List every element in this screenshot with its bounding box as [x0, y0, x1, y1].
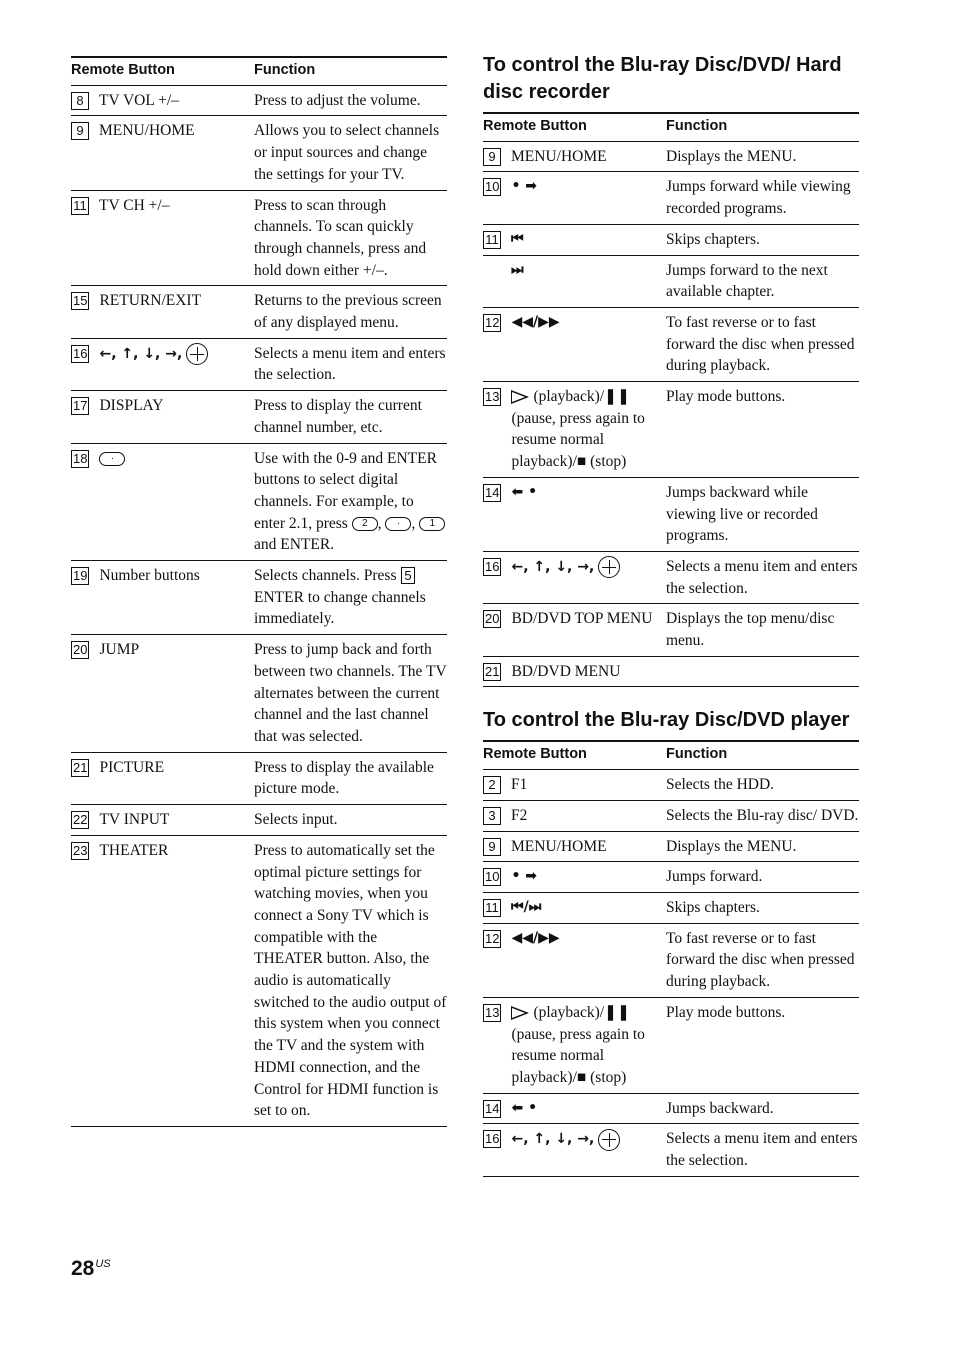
button-label: THEATER	[99, 841, 169, 859]
table-header-row	[71, 57, 447, 85]
button-number: 2	[483, 776, 501, 794]
function-text: Selects a menu item and enters the selection.	[666, 557, 858, 597]
button-number: 11	[71, 197, 89, 215]
function-text: Displays the MENU.	[666, 837, 797, 855]
jump-forward-icon: • ➡	[511, 178, 538, 195]
skip-previous-icon: ⏮	[511, 230, 524, 247]
dot-button-icon: ·	[385, 517, 411, 531]
circle-target-icon	[186, 343, 208, 365]
header-function: Function	[666, 746, 728, 763]
right-column	[483, 52, 859, 1177]
table-row	[483, 997, 859, 1093]
table-row	[483, 604, 859, 656]
jump-forward-icon: • ➡	[511, 868, 538, 885]
button-number: 8	[71, 92, 89, 110]
arrow-buttons-label: ←, ↑, ↓, →,	[511, 1131, 595, 1148]
function-text: To fast reverse or to fast forward the disc when pressed during playback.	[666, 313, 855, 375]
table-row	[71, 635, 447, 753]
function-text: Selects the Blu-ray disc/ DVD.	[666, 806, 859, 824]
function-text: Press to display the current channel number, etc.	[254, 397, 422, 436]
table-row	[71, 338, 447, 390]
button-label: PICTURE	[99, 758, 165, 776]
button-number: 20	[73, 642, 88, 658]
button-number: 10	[485, 179, 500, 195]
button-label: F1	[511, 776, 528, 794]
function-text: Use with the 0-9 and ENTER buttons to select digital channels. For example, to enter 2.1, press 2 , · , 1 and ENTER.	[254, 443, 447, 561]
table-row	[483, 551, 859, 603]
function-text: Selects a menu item and enters the selection.	[254, 344, 446, 384]
button-number: 11	[483, 899, 501, 917]
button-label: TV CH +/–	[99, 196, 170, 214]
function-text: Skips chapters.	[666, 898, 760, 916]
function-text-part: Use with the 0-9 and ENTER buttons to select digital channels. For example, to enter 2.1, press	[254, 449, 437, 532]
function-text: Displays the top menu/disc menu.	[666, 610, 835, 650]
page-number-value: 28	[71, 1257, 95, 1280]
button-label: BD/DVD MENU	[511, 662, 621, 680]
table-row	[71, 752, 447, 804]
button-number: 12	[485, 314, 500, 330]
function-text: Jumps backward while viewing live or recorded programs.	[666, 483, 818, 545]
header-remote-button: Remote Button	[71, 62, 175, 78]
function-text: Returns to the previous screen of any displayed menu.	[254, 292, 442, 332]
jump-backward-icon: ⬅ •	[511, 483, 538, 500]
function-text: Jumps forward to the next available chapter.	[666, 261, 828, 301]
table-row	[483, 477, 859, 551]
jump-backward-icon: ⬅ •	[511, 1099, 538, 1116]
button-label: JUMP	[99, 641, 140, 659]
button-number: 22	[73, 812, 88, 828]
button-number: 12	[485, 930, 500, 946]
section-title-player: To control the Blu-ray Disc/DVD player	[483, 709, 850, 732]
button-label: DISPLAY	[99, 397, 164, 415]
table-row	[483, 224, 859, 255]
function-text: Skips chapters.	[666, 230, 760, 248]
table-row	[71, 805, 447, 836]
function-text: Jumps forward.	[666, 868, 763, 886]
function-text	[254, 561, 447, 635]
table-header-row	[483, 113, 859, 141]
page-region-suffix: US	[95, 1258, 111, 1270]
circle-target-icon	[598, 1129, 620, 1151]
table-row	[483, 1124, 859, 1176]
function-text-part: and	[254, 536, 277, 554]
button-number: 13	[485, 389, 500, 405]
dot-button-icon: ·	[99, 452, 125, 466]
function-text: Play mode buttons.	[666, 388, 786, 406]
table-row	[483, 892, 859, 923]
button-label: (playback)/❚❚ (pause, press again to resume normal playback)/■ (stop)	[511, 388, 645, 471]
function-text: Press to scan through channels. To scan quickly through channels, press and hold down either +/–.	[254, 196, 427, 279]
button-number: 18	[73, 450, 88, 466]
table-row	[71, 443, 447, 561]
button-number	[483, 262, 501, 280]
button-number: 16	[73, 345, 88, 361]
function-text	[666, 656, 859, 687]
table-row	[483, 382, 859, 478]
button-number: 23	[73, 842, 88, 858]
recorder-remote-table	[483, 112, 859, 687]
table-row	[483, 923, 859, 997]
left-remote-table	[71, 56, 447, 1127]
header-function: Function	[254, 62, 316, 78]
table-row	[483, 800, 859, 831]
table-row	[483, 770, 859, 801]
button-number: 3	[483, 807, 501, 825]
section-title-recorder: To control the Blu-ray Disc/DVD/ Hard disc recorder	[483, 54, 842, 103]
button-number: 10	[485, 869, 500, 885]
button-label: MENU/HOME	[99, 122, 195, 140]
table-row	[483, 831, 859, 862]
table-row	[71, 116, 447, 190]
button-number: 15	[73, 293, 88, 309]
button-number: 19	[73, 568, 88, 584]
circle-target-icon	[598, 556, 620, 578]
button-number: 14	[485, 1100, 500, 1116]
button-number: 21	[73, 759, 88, 775]
button-number: 17	[73, 398, 88, 414]
button-label: BD/DVD TOP MENU	[511, 610, 653, 628]
button-number: 16	[485, 1131, 500, 1147]
rewind-forward-icon: ◀◀/▶▶	[511, 929, 560, 946]
button-label: MENU/HOME	[511, 147, 607, 165]
function-text: To fast reverse or to fast forward the disc when pressed during playback.	[666, 929, 855, 991]
player-remote-table	[483, 740, 859, 1176]
button-label: TV VOL +/–	[99, 91, 179, 109]
skip-chapters-icon: ⏮/⏭	[511, 898, 542, 915]
key-1-icon: 1	[419, 517, 445, 531]
play-icon	[511, 1006, 529, 1020]
table-row	[71, 286, 447, 338]
table-row	[483, 1093, 859, 1124]
header-remote-button: Remote Button	[483, 118, 587, 134]
button-number: 14	[485, 484, 500, 500]
arrow-buttons-label: ←, ↑, ↓, →,	[511, 558, 595, 575]
function-text: Allows you to select channels or input sources and change the settings for your TV.	[254, 122, 440, 183]
arrow-buttons-label: ←, ↑, ↓, →,	[99, 345, 183, 362]
table-row	[71, 85, 447, 116]
table-row	[483, 862, 859, 893]
function-text: Jumps forward while viewing recorded programs.	[666, 178, 851, 218]
function-text-part: Selects channels. Press	[254, 567, 397, 585]
skip-next-icon: ⏭	[511, 261, 524, 278]
header-function: Function	[666, 118, 728, 134]
page-number	[71, 1257, 111, 1281]
button-number: 16	[485, 558, 500, 574]
function-text: Press to display the available picture mode.	[254, 758, 434, 798]
function-text-part: ENTER to change channels immediately.	[254, 588, 426, 628]
key-2-icon: 2	[352, 517, 378, 531]
button-label: MENU/HOME	[511, 837, 607, 855]
function-text: Jumps backward.	[666, 1099, 774, 1117]
table-row	[71, 561, 447, 635]
button-number: 9	[483, 838, 501, 856]
key-5-icon: 5	[401, 567, 414, 584]
table-row	[71, 391, 447, 443]
function-text: Press to automatically set the optimal picture settings for watching movies, when you connect a Sony TV which is compatible with the THEATER button. Also, the audio is automatically switched to the audio output of this system when you connect the TV and the system with HDMI connection, and the Control for HDMI function is set to on.	[254, 841, 447, 1120]
table-row	[483, 172, 859, 224]
play-icon	[511, 390, 529, 404]
button-number: 13	[485, 1004, 500, 1020]
button-label: Number buttons	[99, 567, 200, 585]
table-row	[483, 255, 859, 307]
left-column	[71, 56, 447, 1127]
rewind-forward-icon: ◀◀/▶▶	[511, 313, 560, 330]
button-label: RETURN/EXIT	[99, 292, 202, 310]
button-number: 11	[483, 231, 501, 249]
button-label: (playback)/❚❚ (pause, press again to resume normal playback)/■ (stop)	[511, 1003, 645, 1086]
table-row	[483, 307, 859, 381]
button-number: 20	[485, 611, 500, 627]
function-text-part: ENTER.	[280, 536, 335, 554]
function-text: Selects a menu item and enters the selection.	[666, 1130, 858, 1170]
button-number: 9	[71, 122, 89, 140]
button-number: 21	[485, 663, 500, 679]
function-text: Selects input.	[254, 811, 338, 829]
table-row	[71, 835, 447, 1126]
table-row	[483, 656, 859, 687]
table-row	[71, 190, 447, 286]
function-text: Press to adjust the volume.	[254, 91, 421, 109]
function-text: Selects the HDD.	[666, 776, 775, 794]
function-text: Play mode buttons.	[666, 1003, 786, 1021]
button-label: F2	[511, 806, 528, 824]
function-text: Press to jump back and forth between two channels. The TV alternates between the current channel and the last channel that was selected.	[254, 641, 447, 745]
table-row	[483, 141, 859, 172]
header-remote-button: Remote Button	[483, 746, 587, 763]
table-header-row	[483, 741, 859, 769]
button-label: TV INPUT	[99, 811, 170, 829]
function-text: Displays the MENU.	[666, 147, 797, 165]
button-number: 9	[483, 148, 501, 166]
